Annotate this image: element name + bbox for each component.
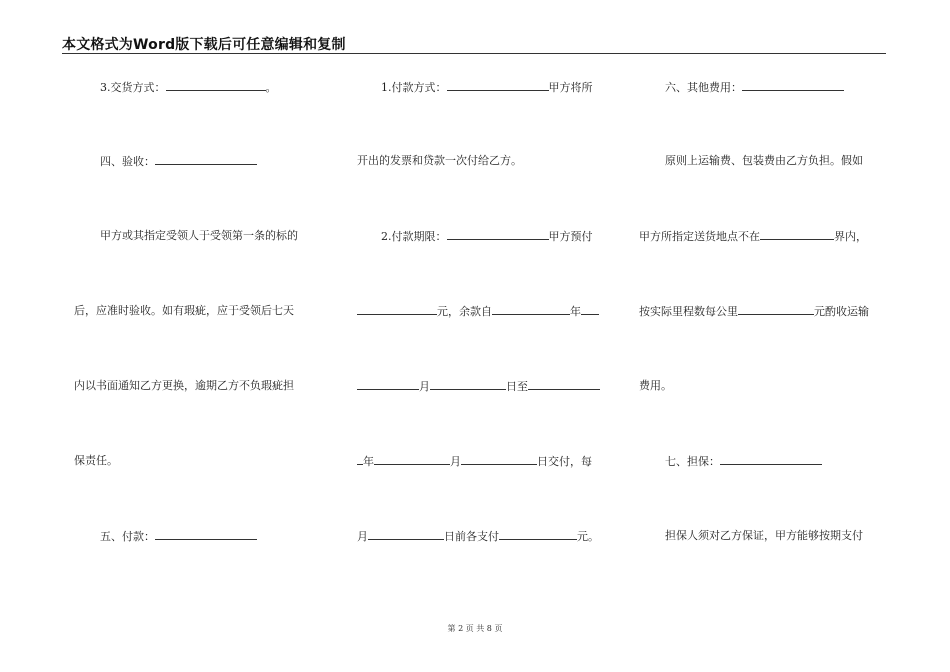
payment-method-line [357, 80, 631, 95]
text: 甲方预付 [548, 230, 593, 243]
paragraph-line: 原则上运输费、包装费由乙方负担。假如 [665, 154, 863, 167]
guarantee-label: 七、担保： [665, 455, 720, 468]
payment-term-label: 2.付款期限： [381, 230, 447, 243]
guarantee-blank [720, 454, 822, 465]
paragraph-line: 担保人须对乙方保证，甲方能够按期支付 [665, 529, 863, 542]
blank [461, 454, 537, 465]
paragraph-line: 内以书面通知乙方更换，逾期乙方不负瑕疵担 [74, 379, 294, 392]
page-header-title: 本文格式为Word版下载后可任意编辑和复制 [62, 37, 346, 53]
text: 日交付，每 [537, 455, 592, 468]
paragraph-line: 开出的发票和贷款一次付给乙方。 [357, 154, 522, 167]
blank [374, 454, 450, 465]
paragraph-line: 费用。 [639, 379, 672, 392]
acceptance-label: 四、验收： [100, 155, 155, 168]
text: 日前各支付 [444, 530, 499, 543]
paragraph-line: 保责任。 [74, 454, 118, 467]
delivery-method-label: 3.交货方式： [100, 81, 166, 94]
advance-amount-blank [357, 304, 437, 315]
blank [738, 304, 814, 315]
blank [499, 529, 577, 540]
text: 日至 [506, 380, 528, 393]
other-expenses-line [639, 80, 915, 95]
delivery-method-line [74, 80, 350, 95]
column-3 [639, 0, 889, 672]
payment-term-line [357, 229, 631, 244]
text: 元，余款自 [437, 305, 492, 318]
blank [368, 529, 444, 540]
mileage-line [639, 304, 889, 319]
date-range-line [357, 379, 607, 394]
text: 月 [419, 380, 430, 393]
payment-label: 五、付款： [100, 530, 155, 543]
text: 甲方所指定送货地点不在 [639, 230, 760, 243]
text: 元。 [577, 530, 599, 543]
paragraph-line: 后，应准时验收。如有瑕疵，应于受领后七天 [74, 304, 294, 317]
text: 月 [357, 530, 368, 543]
text: 月 [450, 455, 461, 468]
payment-term-blank [447, 229, 549, 240]
text: 甲方将所 [548, 81, 593, 94]
guarantee-line [639, 454, 915, 469]
monthly-payment-line [357, 529, 607, 544]
text: 界内， [834, 230, 867, 243]
blank [581, 304, 599, 315]
payment-blank [155, 529, 257, 540]
other-expenses-blank [742, 80, 844, 91]
payment-line [74, 529, 350, 544]
other-expenses-label: 六、其他费用： [665, 81, 742, 94]
blank [357, 379, 419, 390]
acceptance-line [74, 154, 350, 169]
installment-line [357, 454, 607, 469]
advance-line [357, 304, 607, 319]
blank [430, 379, 506, 390]
payment-method-blank [447, 80, 549, 91]
period-text: 。 [265, 81, 277, 94]
balance-year-blank [492, 304, 570, 315]
acceptance-blank [155, 154, 257, 165]
text: 元酌收运输 [814, 305, 869, 318]
delivery-location-line [639, 229, 889, 244]
text: 年 [570, 305, 581, 318]
text: 按实际里程数每公里 [639, 305, 738, 318]
blank [528, 379, 600, 390]
paragraph-line: 甲方或其指定受领人于受领第一条的标的 [100, 229, 298, 242]
blank [760, 229, 834, 240]
text: 年 [363, 455, 374, 468]
delivery-method-blank [166, 80, 266, 91]
payment-method-label: 1.付款方式： [381, 81, 447, 94]
column-2 [357, 0, 607, 672]
column-1 [74, 0, 324, 672]
page-number: 第 2 页 共 8 页 [447, 624, 503, 633]
